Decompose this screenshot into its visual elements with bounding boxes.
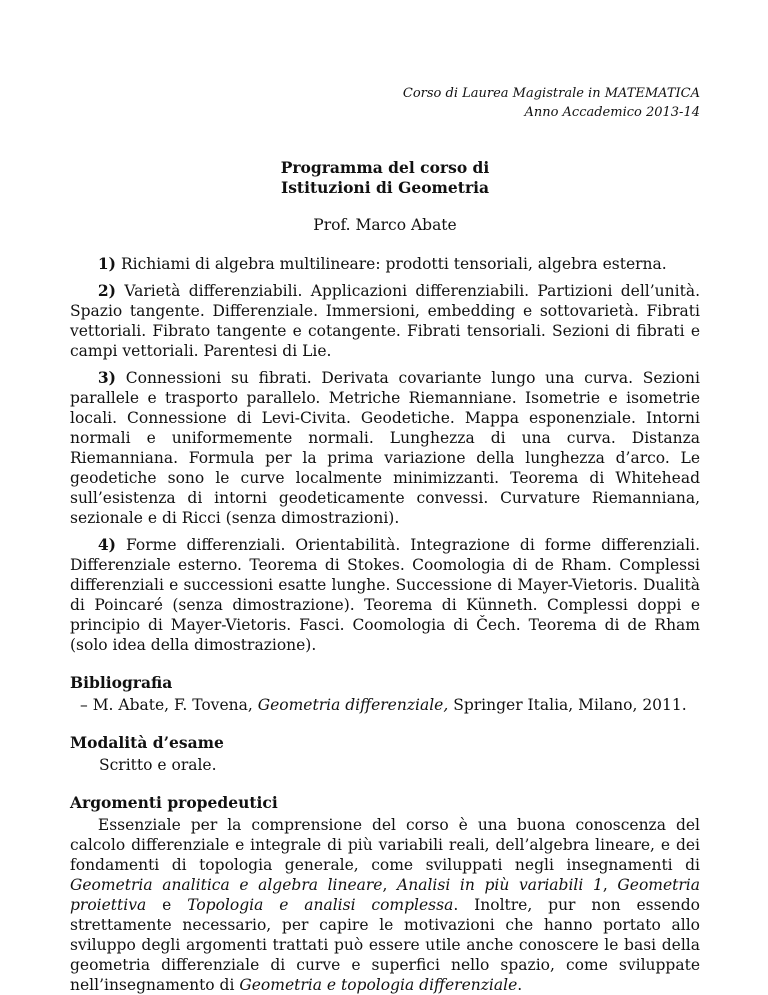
propedeutici-heading: Argomenti propedeutici xyxy=(70,793,278,812)
course-name: Topologia e analisi complessa xyxy=(187,896,454,914)
professor-name: Prof. Marco Abate xyxy=(313,216,457,234)
program-item-2 xyxy=(70,281,700,361)
text-segment: , xyxy=(602,876,608,894)
text-segment: e xyxy=(162,896,172,914)
text-segment: , xyxy=(382,876,388,894)
program-item-text: Forme differenziali. Orientabilità. Integrazione di forme differenziali. Differenziale esterno. Teorema di Stokes. Coomologia di de Rham. Complessi differenziali e successioni esatte lunghe. Successione di Mayer-Vietoris. Dualità di Poincaré (senza dimostrazione). Teorema di Künneth. Complessi doppi e principio di Mayer-Vietoris. Fasci. Coomologia di Čech. Teorema di de Rham (solo idea della dimostrazione). xyxy=(70,536,700,654)
list-dash: – xyxy=(80,696,88,714)
program-item-number: 2) xyxy=(97,281,117,300)
program-item-text: Varietà differenziabili. Applicazioni differenziabili. Partizioni dell’unità. Spazio tangente. Differenziale. Immersioni, embedding e sottovarietà. Fibrati vettoriali. Fibrato tangente e cotangente. Fibrati tensoriali. Sezioni di fibrati e campi vettoriali. Parentesi di Lie. xyxy=(70,282,700,360)
bibliografia-heading: Bibliografia xyxy=(70,673,173,692)
course-header xyxy=(403,84,700,122)
degree-line: Corso di Laurea Magistrale in MATEMATICA xyxy=(402,86,700,101)
propedeutici-text xyxy=(70,815,700,995)
academic-year-line: Anno Accademico 2013-14 xyxy=(524,105,700,120)
title-line-2: Istituzioni di Geometria xyxy=(280,178,490,197)
title-line-1: Programma del corso di xyxy=(280,158,490,177)
document-body xyxy=(70,254,700,995)
book-publisher: Springer Italia, Milano, 2011. xyxy=(453,696,687,714)
esame-text: Scritto e orale. xyxy=(99,756,217,774)
text-segment: . xyxy=(517,976,523,994)
program-item-number: 4) xyxy=(97,535,117,554)
text-segment: Essenziale per la comprensione del corso è una buona conoscenza del calcolo differenziale e integrale di più variabili reali, dell’algebra lineare, e dei fondamenti di topologia generale, come sviluppati negli insegnamenti di xyxy=(70,816,700,874)
course-name: Analisi in più variabili 1 xyxy=(397,876,603,894)
program-item-text: Connessioni su fibrati. Derivata covariante lungo una curva. Sezioni parallele e trasporto parallelo. Metriche Riemanniane. Isometrie e isometrie locali. Connessione di Levi-Civita. Geodetiche. Mappa esponenziale. Intorni normali e uniformemente normali. Lunghezza di una curva. Distanza Riemanniana. Formula per la prima variazione della lunghezza d’arco. Le geodetiche sono le curve localmente minimizzanti. Teorema di Whitehead sull’esistenza di intorni geodeticamente convessi. Curvature Riemanniana, sezionale e di Ricci (senza dimostrazioni). xyxy=(70,369,700,527)
program-item-1 xyxy=(70,254,700,274)
book-authors: M. Abate, F. Tovena, xyxy=(92,696,253,714)
program-item-3 xyxy=(70,368,700,528)
program-item-number: 1) xyxy=(97,254,117,273)
program-item-4 xyxy=(70,535,700,655)
course-name: Geometria analitica e algebra lineare xyxy=(70,876,383,894)
esame-heading: Modalità d’esame xyxy=(70,733,224,752)
text-segment: . Inoltre, pur non essendo strettamente necessario, per capire le motivazioni che hanno portato allo sviluppo degli argomenti trattati può essere utile anche conoscere le basi della geometria differenziale di curve e superfici nello spazio, come sviluppate nell’insegnamento di xyxy=(70,896,700,994)
book-title: Geometria differenziale, xyxy=(257,696,449,714)
program-item-text: Richiami di algebra multilineare: prodotti tensoriali, algebra esterna. xyxy=(120,255,667,273)
bibliography-entry xyxy=(80,695,700,715)
program-item-number: 3) xyxy=(97,368,117,387)
course-name: Geometria proiettiva xyxy=(70,876,700,914)
course-name: Geometria e topologia differenziale xyxy=(239,976,518,994)
document-title xyxy=(70,158,700,198)
